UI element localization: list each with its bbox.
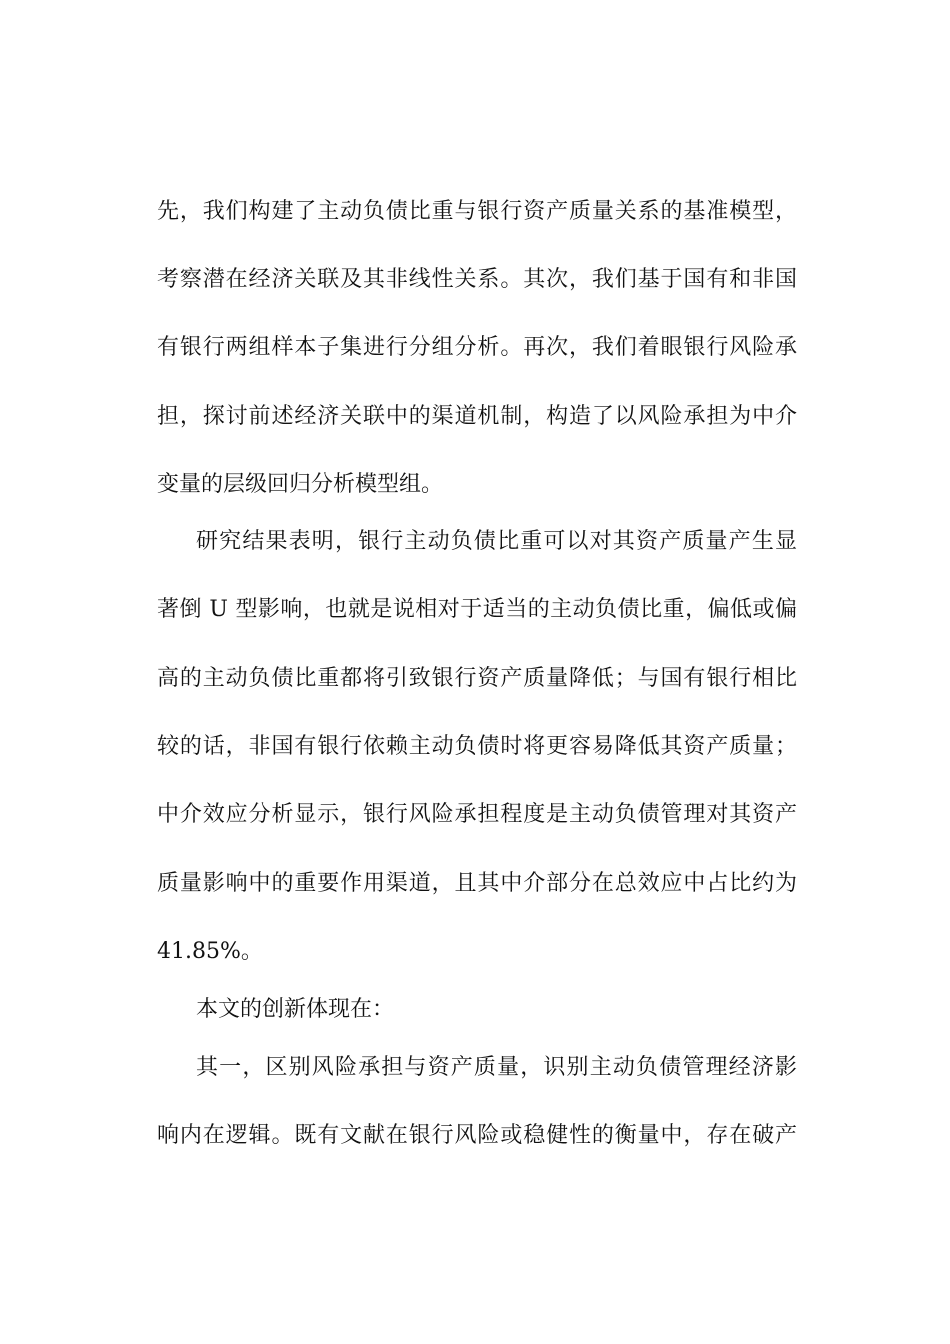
paragraph-2-line-2: 著倒 U 型影响，也就是说相对于适当的主动负债比重，偏低或偏 bbox=[157, 597, 797, 622]
paragraph-2-line-3: 高的主动负债比重都将引致银行资产质量降低；与国有银行相比 bbox=[157, 666, 797, 691]
paragraph-4-line-2: 响内在逻辑。既有文献在银行风险或稳健性的衡量中，存在破产 bbox=[157, 1123, 797, 1148]
paragraph-1-line-2: 考察潜在经济关联及其非线性关系。其次，我们基于国有和非国 bbox=[157, 267, 797, 292]
paragraph-1-line-1: 先，我们构建了主动负债比重与银行资产质量关系的基准模型， bbox=[157, 199, 797, 224]
paragraph-2-line-1: 研究结果表明，银行主动负债比重可以对其资产质量产生显 bbox=[196, 529, 797, 554]
paragraph-4-line-1: 其一，区别风险承担与资产质量，识别主动负债管理经济影 bbox=[196, 1055, 797, 1080]
paragraph-1-line-4: 担，探讨前述经济关联中的渠道机制，构造了以风险承担为中介 bbox=[157, 404, 797, 429]
paragraph-1-line-5: 变量的层级回归分析模型组。 bbox=[157, 472, 444, 497]
paragraph-2-line-7: 41.85%。 bbox=[157, 939, 263, 964]
paragraph-1-line-3: 有银行两组样本子集进行分组分析。再次，我们着眼银行风险承 bbox=[157, 335, 797, 360]
paragraph-2-line-5: 中介效应分析显示，银行风险承担程度是主动负债管理对其资产 bbox=[157, 802, 797, 827]
paragraph-2-line-4: 较的话，非国有银行依赖主动负债时将更容易降低其资产质量； bbox=[157, 734, 797, 759]
paragraph-2-line-6: 质量影响中的重要作用渠道，且其中介部分在总效应中占比约为 bbox=[157, 871, 797, 896]
paragraph-3-line-1: 本文的创新体现在： bbox=[196, 997, 395, 1022]
